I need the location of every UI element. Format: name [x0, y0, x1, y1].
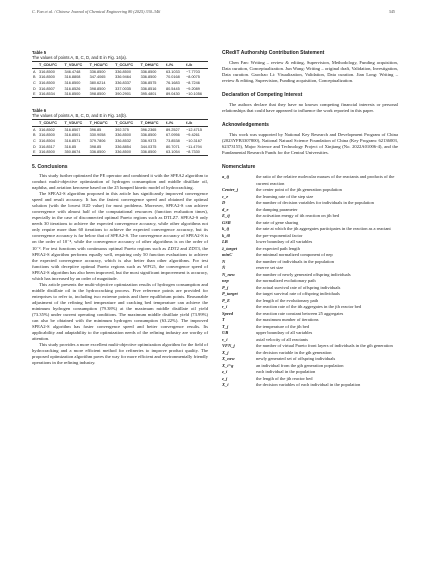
- table-cell: C: [33, 80, 36, 85]
- table-cell: −8.0075: [186, 75, 200, 80]
- nomenclature-symbol: GSR: [222, 219, 231, 225]
- table-cell: D: [33, 144, 36, 149]
- table-header-cell: T_HCU/°C: [89, 63, 108, 68]
- right-column: [222, 50, 398, 389]
- nomenclature-definition: the number of decision variables for individuals in the population: [256, 200, 374, 206]
- table-header-cell: f₂/k: [186, 121, 193, 126]
- table-cell: 336.8500: [89, 150, 106, 155]
- table-cell: 336.8337: [115, 80, 131, 85]
- table-cell: 316.8517: [39, 144, 55, 149]
- nomenclature-definition: reserve set size: [256, 265, 284, 271]
- table-cell: 80.5445: [166, 86, 180, 91]
- nomenclature-definition: the maximum number of iterations: [256, 317, 319, 323]
- table-cell: 336.8854: [115, 144, 131, 149]
- nomenclature-definition: the actual survival rate of offspring individuals: [256, 284, 341, 290]
- page-number: 345: [388, 9, 395, 14]
- nomenclature-definition: the center point of the jth generation population: [256, 187, 342, 193]
- table-cell: 63.1054: [166, 150, 180, 155]
- nomenclature-definition: the length of the jth reactor bed: [256, 375, 313, 381]
- nomenclature-symbol: v_i: [222, 336, 228, 342]
- conclusions-paragraph-1: This study further optimized the PE operator and combined it with the SPEA2 algorithm to conduct multi-objective optimization of hydrogen consumption and middle distillate oil, naphtha, and aviation kerosene based on the 25 lumped kinetic model of hydrocracking.: [32, 172, 208, 191]
- table-cell: B: [33, 133, 36, 138]
- table-cell: 336.8500: [140, 133, 157, 138]
- ack-text: This work was supported by National Key Research and Development Program of China (2023YFB3307800), National Natural Science Foundation of China (Key Program: 62136003, 62373155), Major Science and Technology Project of Xinjiang (No. 2022A01006-4), and the Fundamental Research Funds for the Central Universities.: [222, 132, 398, 156]
- nomenclature-definition: the number of newly generated offspring individuals: [256, 271, 351, 277]
- table-header-cell: T_CCU/°C: [115, 121, 134, 126]
- credit-heading: CRediT Authorship Contribution Statement: [222, 50, 325, 56]
- nomenclature-definition: upper boundary of all variables: [256, 330, 313, 336]
- nomenclature-symbol: N: [222, 258, 226, 264]
- table-cell: 336.8500: [115, 150, 131, 155]
- table-cell: 316.8500: [39, 75, 55, 80]
- table-cell: 336.8500: [89, 69, 106, 74]
- table-cell: 316.8502: [39, 127, 55, 132]
- table-cell: 316.8534: [39, 92, 55, 97]
- nomenclature-definition: axial velocity of all reactants: [256, 336, 308, 342]
- running-header: [32, 9, 395, 17]
- table-cell: 390.2901: [115, 92, 131, 97]
- table-cell: 396.2365: [140, 127, 157, 132]
- table-cell: 336.8516: [140, 86, 157, 91]
- table-cell: 398.85: [89, 144, 102, 149]
- table-cell: 63.1033: [166, 69, 180, 74]
- table-cell: A: [33, 69, 36, 74]
- table-header-cell: T_DHU/°C: [140, 121, 159, 126]
- table-header-cell: T_HCU/°C: [89, 121, 108, 126]
- nomenclature-symbol: T: [222, 317, 225, 323]
- nomenclature-symbol: P_E: [222, 297, 231, 303]
- nomenclature-item: [222, 382, 398, 389]
- nomenclature-definition: the activation energy of ith reaction on jth bed: [256, 213, 340, 219]
- nomenclature-item: [222, 174, 398, 187]
- nomenclature-symbol: a_ij: [222, 174, 230, 180]
- nomenclature-definition: the normalized evolutionary path: [256, 278, 316, 284]
- left-column: [32, 50, 208, 366]
- table-cell: 316.8507: [39, 86, 55, 91]
- nomenclature-symbol: k_ij: [222, 226, 230, 232]
- table-cell: 398.8500: [89, 92, 106, 97]
- nomenclature-definition: the pre-exponential factor: [256, 232, 303, 238]
- nomenclature-definition: the damping parameter: [256, 206, 298, 212]
- nomenclature-definition: the decision variable in the gth generation: [256, 349, 332, 355]
- nomenclature-symbol: VFN_j: [222, 343, 235, 349]
- table-cell: 379.7806: [89, 138, 106, 143]
- table-cell: 316.8500: [64, 92, 81, 97]
- nomenclature-symbol: N_new: [222, 271, 236, 277]
- nomenclature-symbol: T_j: [222, 323, 229, 329]
- table-cell: 70.0168: [166, 75, 180, 80]
- nomenclature-symbol: P_j: [222, 284, 229, 290]
- nomenclature-symbol: X_i: [222, 382, 229, 388]
- nomenclature-symbol: k_i0: [222, 232, 231, 238]
- table-cell: 336.8500: [140, 150, 157, 155]
- nomenclature-definition: the number of individuals in the population: [256, 258, 334, 264]
- table-header-cell: T_VDU/°C: [64, 63, 83, 68]
- table-header-cell: T_CDU/°C: [39, 121, 58, 126]
- table-cell: 316.8500: [39, 150, 55, 155]
- table-header-cell: f₁/%: [166, 121, 174, 126]
- nomenclature-symbol: X_new: [222, 356, 235, 362]
- table-cell: 337.0035: [115, 86, 131, 91]
- ack-heading: Acknowledgements: [222, 122, 269, 129]
- table-header-cell: T_DHU/°C: [140, 63, 159, 68]
- nomenclature-definition: the rate at which the jth aggregates participates in the reaction as a reactant: [256, 226, 391, 232]
- conclusions-paragraph-3: This article presents the multi-objective optimization results of hydrogen consumption and middle distillate oil in the hydrocracking process. Five reference points are provided for enterprises to refer to, including two extreme points and three equilibrium points. Reasonable adjustment of the refining bed temperature and cracking bed temperature can achieve the minimum hydrogen consumption (79.38%) at the maximum middle distillate oil yield (73.35%) under current operating conditions. The maximum middle distillate yield (73.99%) can also be obtained with the minimum hydrogen consumption (63.22%). The improved SPEA2-S algorithm has faster convergence speed and better convergence results. Its applicability and adaptability to the optimization needs of the refining industry are worthy of attention.: [32, 281, 208, 342]
- table-cell: 330.9058: [89, 133, 106, 138]
- nomenclature-definition: each individual in the population: [256, 369, 316, 375]
- nomenclature-symbol: D: [222, 200, 226, 206]
- table-cell: 89.2527: [166, 127, 180, 132]
- nomenclature-symbol: z_i: [222, 369, 228, 375]
- conclusions-paragraph-4: This study provides a more excellent multi-objective optimization algorithm for the field of hydrocracking and a more efficient method for refineries to improve product quality. The proposed optimization algorithm paves the way for more efficient and environmentally friendly operations in the refining industry.: [32, 342, 208, 366]
- nomenclature-definition: the number of virtual Pareto front layers of individuals in the gth generation: [256, 343, 393, 349]
- table-header-cell: T_CCU/°C: [115, 63, 134, 68]
- table-cell: 336.9373: [140, 138, 157, 143]
- table-cell: 350.8674: [64, 150, 81, 155]
- table-cell: 73.8538: [166, 138, 180, 143]
- table5-caption-text: The values of points A, B, C, D, and E in Fig. 14(a).: [32, 55, 127, 61]
- nomenclature-definition: the reaction rate constant between 25 aggregates: [256, 310, 344, 316]
- competing-text: The authors declare that they have no known competing financial interests or personal relationships that could have appeared to influence the work reported in this paper.: [222, 102, 398, 114]
- table-cell: −8.7330: [186, 150, 200, 155]
- table-cell: 316.8526: [64, 86, 81, 91]
- table-cell: 67.0956: [166, 133, 180, 138]
- conclusions-paragraph-2: The SPEA2-S algorithm proposed in this article has significantly improved convergence speed and result accuracy. It has the fastest convergence speed and obtained the optimal solution (with the lowest IGD value) for most problems. Moreover, SPEA2-S can achieve convergence with almost half of the computational resources (function evaluation times), especially in the case of disconnected optimal Pareto regions such as DTLZ7. SPEA2-S only needs 30 iterations to achieve the expected convergence accuracy, while other algorithms not only require more than 60 iterations to achieve the expected convergence accuracy, but its convergence accuracy is far below that of SPEA2-S. The convergence accuracy of SPEA2-S is on the order of 10⁻⁴, while the convergence accuracy of other algorithms is on the order of 10⁻². For test functions with continuous optimal Pareto regions such as ZDT2 and ZDT3, the SPEA2-S algorithm performs equally well, requiring only 50 function evaluations to achieve the expected convergence accuracy, which is also better than other algorithms. For test functions with deceptive optimal Pareto regions such as WFG5, the convergence speed of SPEA2-S algorithm has also been improved, but the most significant improvement is accuracy, which has increased by an order of magnitude.: [32, 191, 208, 281]
- nomenclature-symbol: nep: [222, 278, 229, 284]
- nomenclature-symbol: N̄: [222, 265, 226, 271]
- nomenclature-symbol: P_target: [222, 291, 238, 297]
- table-cell: −9.4261: [186, 133, 200, 138]
- credit-text: Chen Fan: Writing – review & editing, Supervision, Methodology, Funding acquisition, Data curation, Conceptualization. Jun Wang: Writing – original draft, Validation, Investigation, Data curation. Gaochao Li: Visualization, Validation, Data curation. Jian Long: Writing – review & editing, Supervision, Funding acquisition, Conceptualization.: [222, 60, 398, 84]
- table-cell: −12.4715: [186, 127, 203, 132]
- table-cell: 336.8500: [140, 69, 157, 74]
- table-cell: 392.375: [115, 127, 129, 132]
- table-cell: E: [33, 150, 36, 155]
- table-cell: 316.8500: [39, 133, 55, 138]
- table6: [32, 119, 208, 156]
- nomenclature-definition: the ratio of the relative molecular masses of the reactants and products of the current reaction: [256, 174, 395, 186]
- table-cell: 89.0430: [166, 92, 180, 97]
- table-cell: D: [33, 86, 36, 91]
- nomenclature-definition: the rate of gene sharing: [256, 219, 299, 225]
- nomenclature-symbol: Speed: [222, 310, 233, 316]
- table-cell: 316.8808: [64, 75, 81, 80]
- table-cell: 336.8532: [115, 138, 131, 143]
- nomenclature-symbol: Center_j: [222, 187, 239, 193]
- nomenclature-symbol: UB: [222, 330, 229, 336]
- table-cell: 316.85: [64, 144, 77, 149]
- table-cell: 316.8501: [64, 133, 81, 138]
- table-row: [32, 149, 208, 155]
- table-cell: 316.8571: [64, 138, 81, 143]
- table6-caption-text: The values of points A, B, C, D, and E in Fig. 14(b).: [32, 113, 127, 119]
- nomenclature-definition: the temperature of the jth bed: [256, 323, 310, 329]
- table-cell: 396.85: [89, 127, 102, 132]
- nomenclature-definition: the length of the evolutionary path: [256, 297, 319, 303]
- table-row: [32, 91, 208, 97]
- table-cell: 316.8504: [39, 138, 55, 143]
- nomenclature-symbol: d_e: [222, 206, 229, 212]
- nomenclature-definition: the minimal normalized component of nep: [256, 252, 333, 258]
- nomenclature-symbol: LB: [222, 239, 228, 245]
- nomenclature-definition: lower boundary of all variables: [256, 239, 313, 245]
- nomenclature-definition: the expected path length: [256, 245, 300, 251]
- nomenclature-definition: newly generated set of offspring individuals: [256, 356, 336, 362]
- table5-label: Table 5: [32, 50, 47, 55]
- nomenclature-heading: Nomenclature: [222, 164, 256, 171]
- table-cell: C: [33, 138, 36, 143]
- nomenclature-symbol: minC: [222, 252, 233, 258]
- table5: [32, 61, 208, 98]
- table-cell: E: [33, 92, 36, 97]
- table-cell: 316.8500: [64, 80, 81, 85]
- table-cell: −7.7703: [186, 69, 200, 74]
- table-cell: 336.8500: [140, 75, 157, 80]
- nomenclature-symbol: X_j: [222, 349, 229, 355]
- competing-heading: Declaration of Competing Interest: [222, 92, 303, 99]
- table-cell: 398.8500: [89, 86, 106, 91]
- nomenclature-symbol: c_e: [222, 193, 229, 199]
- nomenclature-definition: the target survival rate of offspring individuals: [256, 291, 340, 297]
- table-cell: −8.7246: [186, 80, 200, 85]
- table-cell: 336.8500: [115, 133, 131, 138]
- table-cell: −11.4794: [186, 144, 202, 149]
- nomenclature-definition: the decision variables of each individual in the population: [256, 382, 361, 388]
- nomenclature-symbol: X_i^g: [222, 362, 234, 368]
- table-cell: A: [33, 127, 36, 132]
- nomenclature-symbol: z_j: [222, 375, 228, 381]
- nomenclature-symbol: r_i: [222, 304, 228, 310]
- table-header-cell: f₂/k: [186, 63, 193, 68]
- running-title: C. Fan et al. / Chinese Journal of Chemical Engineering 80 (2025) 330–346: [32, 9, 161, 14]
- table-cell: 347.4065: [89, 75, 106, 80]
- table-cell: 316.8507: [64, 127, 81, 132]
- table-cell: 316.8500: [39, 80, 55, 85]
- nomenclature-definition: an individual from the gth generation population: [256, 362, 344, 368]
- table-cell: 344.0375: [140, 144, 157, 149]
- table-cell: 346.4748: [64, 69, 81, 74]
- table-header-cell: f₁/%: [166, 63, 174, 68]
- table5-caption: [32, 50, 208, 60]
- table-cell: 336.9464: [115, 75, 131, 80]
- table-cell: 80.7071: [166, 144, 180, 149]
- nomenclature-definition: the reaction rate of the ith aggregates in the jth reactor bed: [256, 304, 362, 310]
- table-cell: −9.2089: [186, 86, 200, 91]
- table-cell: 380.6214: [89, 80, 106, 85]
- table-cell: 336.8500: [115, 69, 131, 74]
- table6-caption: [32, 108, 208, 118]
- nomenclature-definition: the learning rate of the step size: [256, 193, 314, 199]
- table-header-cell: T_CDU/°C: [39, 63, 58, 68]
- conclusions-heading: 5. Conclusions: [32, 163, 68, 170]
- table-cell: 395.4801: [140, 92, 157, 97]
- nomenclature-list: [222, 174, 398, 389]
- table-cell: 316.8500: [39, 69, 55, 74]
- nomenclature-symbol: E_ij: [222, 213, 230, 219]
- table6-label: Table 6: [32, 107, 47, 113]
- table-cell: 76.1683: [166, 80, 180, 85]
- table-cell: −10.3167: [186, 138, 203, 143]
- table-cell: B: [33, 75, 36, 80]
- table-cell: 336.8575: [140, 80, 157, 85]
- table-cell: −10.1056: [186, 92, 203, 97]
- nomenclature-symbol: λ_target: [222, 245, 237, 251]
- table-header-cell: T_VDU/°C: [64, 121, 83, 126]
